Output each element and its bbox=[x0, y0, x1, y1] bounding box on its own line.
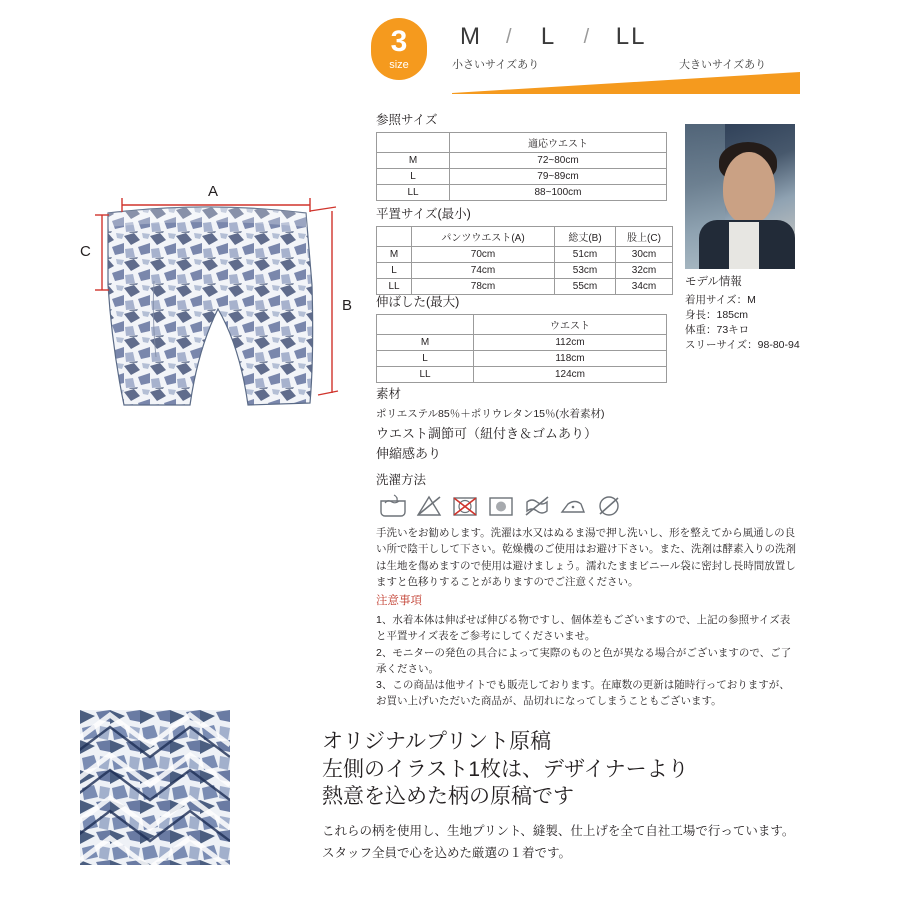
cell-rise: 34cm bbox=[616, 279, 673, 295]
table-row bbox=[377, 335, 667, 351]
cell-pants-waist: 74cm bbox=[412, 263, 555, 279]
cell-size: M bbox=[377, 153, 450, 169]
table-row bbox=[377, 153, 667, 169]
size-count-label: size bbox=[389, 59, 409, 71]
size-letter-ll: LL bbox=[615, 23, 647, 50]
cell-size: L bbox=[377, 351, 474, 367]
material-composition: ポリエステル85％＋ポリウレタン15％(水着素材) bbox=[376, 408, 605, 420]
caution-section bbox=[376, 592, 796, 710]
stretch-size-title: 伸ばした(最大) bbox=[376, 295, 460, 309]
cell-size: L bbox=[377, 263, 412, 279]
col-rise: 股上(C) bbox=[616, 227, 673, 247]
table-header-row bbox=[377, 315, 667, 335]
caution-title: 注意事項 bbox=[376, 595, 422, 607]
table-row bbox=[377, 263, 673, 279]
table-row bbox=[377, 367, 667, 383]
model-measurements: スリーサイズ：98-80-94 bbox=[685, 339, 800, 352]
caution-item-1: 1、水着本体は伸ばせば伸びる物ですし、個体差もございますので、上記の参照サイズ表と平置サイズ表をご参考にしてくださいませ。 bbox=[376, 614, 791, 643]
shorts-illustration bbox=[80, 185, 370, 455]
cell-total-length: 55cm bbox=[555, 279, 616, 295]
cell-waist: 118cm bbox=[474, 351, 667, 367]
wash-section bbox=[376, 470, 796, 590]
caution-item-2: 2、モニターの発色の具合によって実際のものと色が異なる場合がございますので、ご了承ください。 bbox=[376, 646, 792, 675]
original-print-swatch bbox=[80, 710, 230, 865]
flat-size-title: 平置サイズ(最小) bbox=[376, 207, 471, 221]
print-pattern-illustration bbox=[80, 710, 230, 865]
no-dryclean-icon bbox=[594, 493, 624, 519]
wash-title: 洗濯方法 bbox=[376, 473, 427, 487]
model-photo bbox=[685, 124, 795, 269]
material-title: 素材 bbox=[376, 387, 402, 401]
cell-rise: 30cm bbox=[616, 247, 673, 263]
col-waist: ウエスト bbox=[474, 315, 667, 335]
size-separator-1: / bbox=[506, 25, 514, 48]
dimension-label-a: A bbox=[208, 183, 219, 200]
model-weight: 体重：73キロ bbox=[685, 324, 750, 337]
no-bleach-icon bbox=[414, 493, 444, 519]
stretch-size-section bbox=[376, 292, 667, 383]
stretch-size-table bbox=[376, 314, 667, 383]
size-count-badge bbox=[371, 18, 427, 80]
cell-waist: 72~80cm bbox=[450, 153, 667, 169]
print-headline-2: 左側のイラスト1枚は、デザイナーより bbox=[322, 757, 689, 781]
cell-total-length: 53cm bbox=[555, 263, 616, 279]
cell-pants-waist: 78cm bbox=[412, 279, 555, 295]
original-print-text bbox=[322, 728, 882, 863]
table-row bbox=[377, 185, 667, 201]
cell-size: LL bbox=[377, 279, 412, 295]
print-sub-1: これらの柄を使用し、生地プリント、縫製、仕上げを全て自社工場で行っています。 bbox=[322, 824, 795, 839]
wash-icon-row bbox=[378, 493, 796, 519]
size-letter-m: M bbox=[460, 23, 482, 50]
reference-size-title: 参照サイズ bbox=[376, 113, 438, 127]
cell-waist: 79~89cm bbox=[450, 169, 667, 185]
shade-dry-icon bbox=[486, 493, 516, 519]
col-pants-waist: パンツウエスト(A) bbox=[412, 227, 555, 247]
size-separator-2: / bbox=[583, 25, 592, 48]
table-row bbox=[377, 169, 667, 185]
model-wear-size: 着用サイズ：M bbox=[685, 293, 756, 306]
flat-size-section bbox=[376, 204, 673, 295]
print-headline-3: 熱意を込めた柄の原稿です bbox=[322, 785, 574, 809]
reference-size-section bbox=[376, 110, 667, 201]
caution-item-3: 3、この商品は他サイトでも販売しております。在庫数の更新は随時行っておりますが、お買い上げいただいた商品が、品切れになってしまうこともございます。 bbox=[376, 679, 790, 708]
small-size-note: 小さいサイズあり bbox=[452, 59, 540, 71]
print-headline-1: オリジナルプリント原稿 bbox=[322, 730, 552, 753]
model-shirt bbox=[729, 222, 759, 269]
cell-waist: 124cm bbox=[474, 367, 667, 383]
table-row bbox=[377, 351, 667, 367]
wash-instructions: 手洗いをお勧めします。洗濯は水又はぬるま湯で押し洗いし、形を整えてから風通しの良い所で陰干しして下さい。乾燥機のご使用はお避け下さい。また、洗剤は酵素入りの洗剤は生地を傷めますので使用は避けましょう。濡れたままビニール袋に密封し長時間放置しますと色移りすることがありますのでご注意ください。 bbox=[376, 527, 796, 588]
material-feature-stretch: 伸縮感あり bbox=[376, 445, 442, 461]
cell-size: L bbox=[377, 169, 450, 185]
table-header-row bbox=[377, 133, 667, 153]
cell-size: LL bbox=[377, 185, 450, 201]
reference-size-table bbox=[376, 132, 667, 201]
flat-size-table bbox=[376, 226, 673, 295]
cell-size: LL bbox=[377, 367, 474, 383]
model-height: 身長：185cm bbox=[685, 308, 749, 321]
table-header-row bbox=[377, 227, 673, 247]
big-size-note: 大きいサイズあり bbox=[679, 59, 767, 71]
cell-total-length: 51cm bbox=[555, 247, 616, 263]
col-blank bbox=[377, 227, 412, 247]
size-gradient-wedge bbox=[452, 72, 800, 94]
table-row bbox=[377, 247, 673, 263]
model-info-title: モデル情報 bbox=[685, 276, 742, 288]
hand-wash-icon bbox=[378, 493, 408, 519]
col-waist: 適応ウエスト bbox=[450, 133, 667, 153]
cell-waist: 88~100cm bbox=[450, 185, 667, 201]
cell-pants-waist: 70cm bbox=[412, 247, 555, 263]
cell-size: M bbox=[377, 247, 412, 263]
size-count-number: 3 bbox=[390, 25, 408, 58]
cell-rise: 32cm bbox=[616, 263, 673, 279]
size-letter-l: L bbox=[540, 23, 557, 50]
low-iron-icon bbox=[558, 493, 588, 519]
cell-size: M bbox=[377, 335, 474, 351]
no-tumble-dry-icon bbox=[450, 493, 480, 519]
model-face bbox=[723, 152, 775, 224]
size-letters bbox=[452, 20, 802, 54]
shorts-diagram bbox=[80, 185, 370, 455]
col-blank bbox=[377, 133, 450, 153]
dimension-label-b: B bbox=[342, 297, 353, 314]
print-sub-2: スタッフ全員で心を込めた厳選の１着です。 bbox=[322, 846, 572, 861]
col-blank bbox=[377, 315, 474, 335]
model-info bbox=[685, 274, 815, 354]
no-wring-icon bbox=[522, 493, 552, 519]
material-section bbox=[376, 384, 696, 463]
cell-waist: 112cm bbox=[474, 335, 667, 351]
col-total-length: 総丈(B) bbox=[555, 227, 616, 247]
material-feature-waist: ウエスト調節可（紐付き＆ゴムあり） bbox=[376, 426, 598, 441]
dimension-label-c: C bbox=[80, 243, 91, 260]
